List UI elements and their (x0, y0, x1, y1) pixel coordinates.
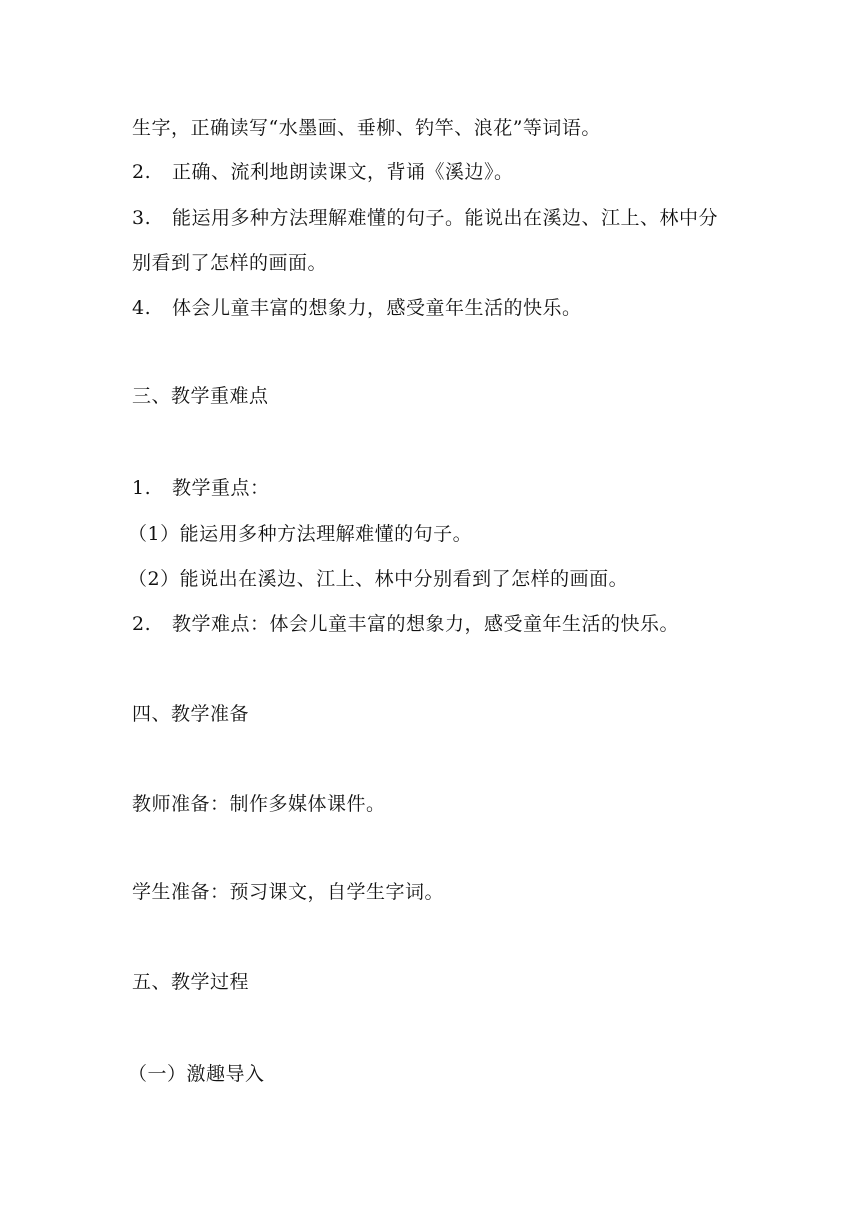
key-point-1-text: 教学重点： (172, 477, 270, 499)
student-preparation-text: 学生准备：预习课文，自学生字词。 (132, 881, 445, 903)
objective-3-number: 3. (132, 207, 152, 229)
section-heading-preparation (132, 702, 249, 726)
objective-4 (132, 296, 582, 320)
key-point-sub-2 (128, 567, 628, 591)
objective-2 (132, 160, 514, 184)
objective-4-number: 4. (132, 297, 152, 319)
objective-2-text: 正确、流利地朗读课文，背诵《溪边》。 (172, 161, 514, 183)
preparation-heading: 四、教学准备 (132, 703, 250, 725)
objective-3-continuation-text: 别看到了怎样的画面。 (132, 252, 328, 274)
section-heading-key-points (132, 384, 269, 408)
objective-2-number: 2. (132, 161, 152, 183)
objective-3-continuation (132, 251, 327, 275)
key-point-sub-1 (128, 522, 472, 546)
objective-3 (132, 206, 718, 230)
key-point-2-text: 教学难点：体会儿童丰富的想象力，感受童年生活的快乐。 (172, 613, 680, 635)
key-point-1-number: 1. (132, 477, 152, 499)
teacher-preparation-text: 教师准备：制作多媒体课件。 (132, 793, 386, 815)
objective-3-text: 能运用多种方法理解难懂的句子。能说出在溪边、江上、林中分 (172, 207, 719, 229)
student-preparation (132, 880, 444, 904)
process-step-1-text: （一）激趣导入 (128, 1063, 265, 1085)
objective-4-text: 体会儿童丰富的想象力，感受童年生活的快乐。 (172, 297, 582, 319)
section-heading-process (132, 970, 249, 994)
process-heading: 五、教学过程 (132, 971, 250, 993)
process-step-1 (128, 1062, 265, 1086)
key-points-heading: 三、教学重难点 (132, 385, 269, 407)
key-point-2-number: 2. (132, 613, 152, 635)
key-point-2 (132, 612, 679, 636)
key-point-sub-1-text: （1）能运用多种方法理解难懂的句子。 (128, 523, 473, 545)
objective-1-continuation (132, 116, 601, 140)
teacher-preparation (132, 792, 386, 816)
key-point-1 (132, 476, 270, 500)
key-point-sub-2-text: （2）能说出在溪边、江上、林中分别看到了怎样的画面。 (128, 568, 629, 590)
objective-1-text: 生字，正确读写“水墨画、垂柳、钓竿、浪花”等词语。 (132, 117, 601, 139)
